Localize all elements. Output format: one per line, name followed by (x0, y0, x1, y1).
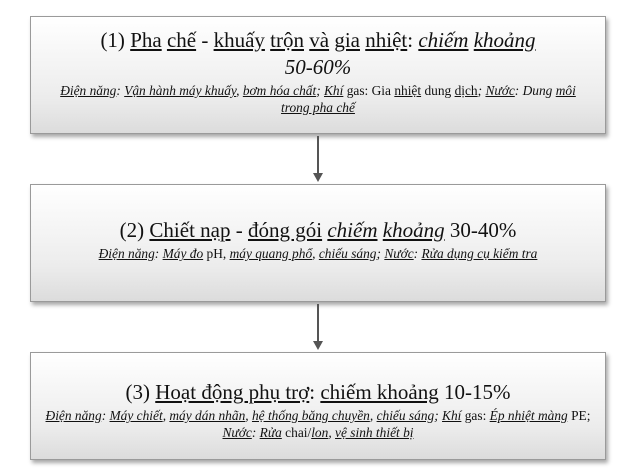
stage-3-detail (45, 407, 591, 441)
detail-category: Khí (324, 83, 344, 98)
stage-1-title-text: : (407, 28, 419, 52)
detail-text: gas: (461, 408, 490, 423)
detail-text: , (236, 83, 243, 98)
stage-1-title-word: và (309, 28, 330, 52)
stage-3-box (30, 352, 606, 460)
detail-text: : (154, 246, 163, 261)
stage-2-share-value: 30-40% (444, 218, 517, 242)
detail-item: nhiệt (394, 83, 422, 98)
detail-category: Điện năng (98, 246, 155, 261)
detail-category: Điện năng (45, 408, 102, 423)
down-arrow-icon (313, 304, 323, 350)
detail-item: máy quang phổ (229, 246, 313, 261)
detail-item: vệ sinh thiết bị (335, 425, 414, 440)
stage-2-title-word: đóng gói (248, 218, 323, 242)
detail-category: Điện năng (60, 83, 117, 98)
detail-item: lon (311, 425, 329, 440)
stage-1-title-word: chế (166, 28, 197, 52)
detail-text: : (413, 246, 422, 261)
stage-3-title-text: : (309, 380, 321, 404)
stage-3-share-label: chiếm khoảng (320, 380, 439, 404)
stage-3-title-word: Hoạt động phụ trợ (155, 380, 310, 404)
detail-text: ; (316, 83, 324, 98)
down-arrow-icon (313, 136, 323, 182)
detail-text: ; (376, 246, 385, 261)
detail-text: : (116, 83, 125, 98)
detail-item: Máy đo (162, 246, 204, 261)
stage-2-detail (45, 245, 591, 262)
stage-1-number: (1) (100, 28, 131, 52)
stage-2-share-label: khoảng (382, 218, 445, 242)
detail-item: Rửa (259, 425, 282, 440)
stage-2-title-word: Chiết nạp (149, 218, 231, 242)
stage-2-title-text: - (230, 218, 248, 242)
detail-item: máy dán nhãn (169, 408, 246, 423)
detail-category: Nước (384, 246, 414, 261)
detail-item: Vận hành máy khuấy (124, 83, 237, 98)
detail-item: chiếu sáng (376, 408, 435, 423)
stage-1-title-word: nhiệt (365, 28, 408, 52)
detail-item: hệ thống băng chuyền (251, 408, 370, 423)
detail-text: : (251, 425, 260, 440)
stage-1-title (45, 27, 591, 81)
stage-1-title-word: khuấy (213, 28, 265, 52)
stage-1-box (30, 16, 606, 134)
stage-1-detail (45, 82, 591, 116)
stage-2-number: (2) (119, 218, 150, 242)
detail-item: Rửa dụng cụ kiểm tra (421, 246, 538, 261)
stage-1-title-text: - (196, 28, 214, 52)
detail-category: Nước (222, 425, 252, 440)
detail-text: ; (477, 83, 486, 98)
detail-text: gas: Gia (343, 83, 395, 98)
detail-item: bơm hóa chất (242, 83, 317, 98)
detail-text: , (312, 246, 319, 261)
detail-text: : Dung (514, 83, 556, 98)
stage-1-title-word: gia (334, 28, 360, 52)
stage-1-title-word: Pha (130, 28, 162, 52)
detail-category: Nước (485, 83, 515, 98)
stage-1-share-label: chiếm (418, 28, 469, 52)
stage-1-share-value: 50-60% (284, 55, 352, 79)
detail-text: pH, (203, 246, 230, 261)
stage-3-title (45, 379, 591, 406)
detail-item: môi trong pha chế (281, 83, 576, 115)
detail-item: Máy chiết (109, 408, 163, 423)
stage-2-share-label: chiếm (327, 218, 378, 242)
detail-text: , (328, 425, 336, 440)
detail-item: chiếu sáng (318, 246, 377, 261)
detail-text: , (245, 408, 252, 423)
stage-3-share-value: 10-15% (438, 380, 511, 404)
detail-text: , (162, 408, 170, 423)
detail-text: : (101, 408, 110, 423)
detail-text: , (369, 408, 377, 423)
stage-3-number: (3) (125, 380, 156, 404)
stage-2-title (45, 217, 591, 244)
detail-category: Khí (442, 408, 462, 423)
detail-text: ; (434, 408, 443, 423)
detail-item: Ép nhiệt màng (489, 408, 568, 423)
detail-item: dịch (454, 83, 478, 98)
stage-1-share-label: khoảng (473, 28, 536, 52)
detail-text: chai/ (281, 425, 312, 440)
stage-1-title-word: trộn (270, 28, 304, 52)
detail-text: dung (421, 83, 455, 98)
detail-text: PE; (567, 408, 591, 423)
stage-2-box (30, 184, 606, 302)
